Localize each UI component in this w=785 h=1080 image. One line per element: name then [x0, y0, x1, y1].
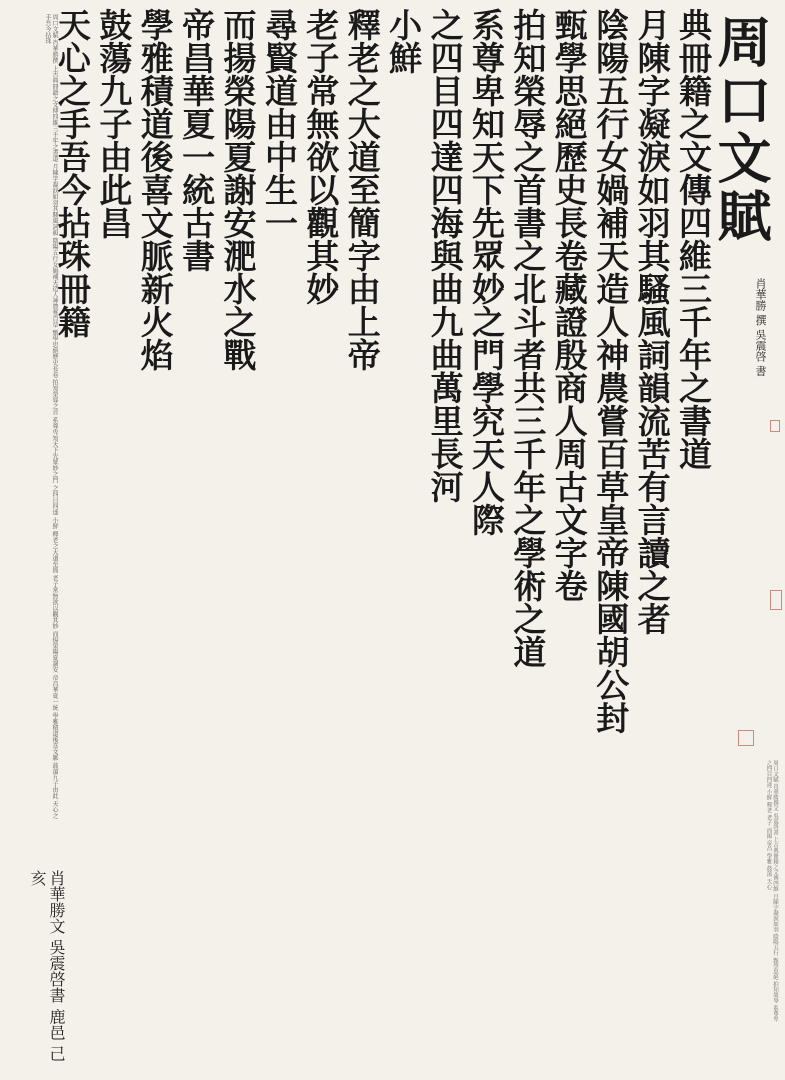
- calligraphy-body: [52, 8, 714, 1070]
- text-column: 甄學思絕歷史長卷藏證殷商人周古文字卷: [549, 8, 589, 602]
- artist-signature: 肖華勝文 吳震啓書 鹿邑 己亥: [28, 870, 66, 1062]
- text-column: 鼓蕩九子由此昌: [94, 8, 134, 239]
- scroll-title: 周口文賦: [709, 14, 773, 246]
- text-column: 帝昌華夏一統古書: [177, 8, 217, 272]
- text-column: 釋老之大道至簡字由上帝: [342, 8, 382, 371]
- right-small-script-panel: 周口文賦 肖華勝撰文 吳震啓書 上古典冊籍之文傳四維 月陳字凝淚如羽 陰陽五行 甄學思絕 拍知榮辱 系尊卑 之四目四達 小鮮 釋老 老子 而揚 帝昌 學雅 鼓蕩 天心: [765, 760, 778, 1022]
- text-column: 月陳字凝淚如羽其騷風詞韻流苦有言讀之者: [632, 8, 672, 635]
- text-column: 典冊籍之文傳四維三千年之書道: [674, 8, 713, 470]
- text-column: 系尊卑知天下先眾妙之門學究天人際: [466, 8, 506, 536]
- text-column: 天心之手吾今拈珠冊籍: [52, 8, 92, 338]
- seal-stamp-icon: [770, 420, 780, 432]
- seal-stamp-icon: [770, 590, 782, 610]
- text-column: 小鮮: [384, 8, 424, 74]
- text-column: 而揚榮陽夏謝安淝水之戰: [218, 8, 258, 371]
- text-column: 老子常無欲以觀其妙: [301, 8, 341, 305]
- left-small-script-panel: 周口文賦 肖華勝撰 上古典冊籍之文傳四維三千年之書道 月陳字凝淚如羽其騷風詞韻 陰陽五行女媧補天造人神農嘗百草 甄學思絕歷史長卷 拍知榮辱之首 系尊卑知天下先眾妙之門 之四目四達 小鮮 釋老之大道至簡 老子常無欲以觀其妙 而揚榮陽夏謝安 帝昌華夏一統 學雅積道後喜文脈 鼓蕩九子由此 天心之手吾今拈珠: [44, 14, 58, 819]
- text-column: 學雅積道後喜文脈新火焰: [135, 8, 175, 371]
- text-column: 尋賢道由中生一: [259, 8, 299, 239]
- text-column: 之四目四達四海與曲九曲萬里長河: [425, 8, 465, 503]
- author-inscription: 肖華勝 撰 吳震啓 書: [754, 278, 767, 377]
- text-column: 陰陽五行女媧補天造人神農嘗百草皇帝陳國胡公封: [591, 8, 631, 734]
- text-column: 拍知榮辱之首書之北斗者共三千年之學術之道: [508, 8, 548, 668]
- seal-stamp-icon: [738, 730, 754, 746]
